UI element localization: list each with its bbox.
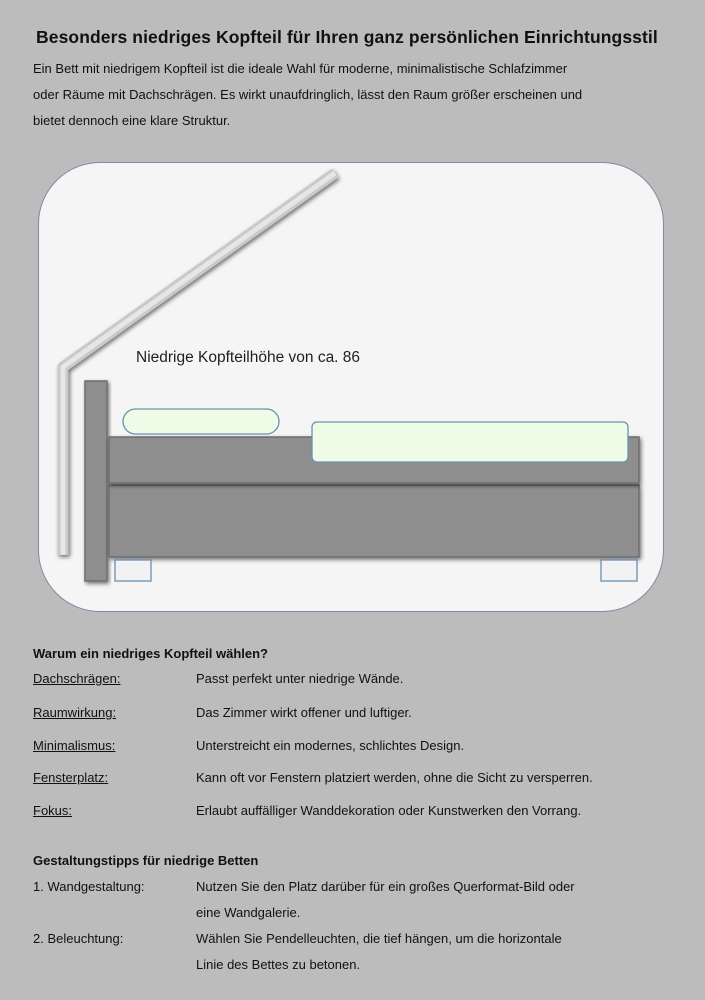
tip-desc bbox=[196, 874, 676, 926]
tip-desc-line: eine Wandgalerie. bbox=[196, 905, 301, 920]
intro-line: Ein Bett mit niedrigem Kopfteil ist die ideale Wahl für moderne, minimalistische Schlafzimmer bbox=[33, 61, 568, 76]
reason-term: Dachschrägen: bbox=[33, 671, 121, 686]
reason-term: Fensterplatz: bbox=[33, 770, 109, 785]
reasons-heading: Warum ein niedriges Kopfteil wählen? bbox=[33, 646, 268, 661]
reason-term: Raumwirkung: bbox=[33, 705, 117, 720]
bed-leg-left bbox=[115, 560, 151, 581]
reason-desc: Das Zimmer wirkt offener und luftiger. bbox=[196, 705, 412, 720]
headboard bbox=[85, 381, 107, 581]
blanket bbox=[312, 422, 628, 462]
tip-desc-line: Nutzen Sie den Platz darüber für ein großes Querformat-Bild oder bbox=[196, 879, 575, 894]
reason-desc: Kann oft vor Fenstern platziert werden, ohne die Sicht zu versperren. bbox=[196, 770, 593, 785]
headboard-height-label: Niedrige Kopfteilhöhe von ca. 86 bbox=[136, 349, 361, 366]
bed-base bbox=[109, 485, 639, 557]
bed-diagram bbox=[39, 163, 664, 612]
intro-paragraph bbox=[33, 56, 673, 134]
tip-desc bbox=[196, 926, 676, 978]
tips-heading: Gestaltungstipps für niedrige Betten bbox=[33, 853, 259, 868]
pillow bbox=[123, 409, 279, 434]
tip-term: 2. Beleuchtung: bbox=[33, 931, 124, 946]
bed-leg-right bbox=[601, 560, 637, 581]
tip-desc-line: Wählen Sie Pendelleuchten, die tief hängen, um die horizontale bbox=[196, 931, 562, 946]
bed-diagram-panel bbox=[38, 162, 664, 612]
tip-desc-line: Linie des Bettes zu betonen. bbox=[196, 957, 361, 972]
page-title: Besonders niedriges Kopfteil für Ihren ganz persönlichen Einrichtungsstil bbox=[36, 27, 658, 47]
reason-desc: Passt perfekt unter niedrige Wände. bbox=[196, 671, 404, 686]
tip-term: 1. Wandgestaltung: bbox=[33, 879, 145, 894]
reason-desc: Unterstreicht ein modernes, schlichtes Design. bbox=[196, 738, 465, 753]
intro-line: bietet dennoch eine klare Struktur. bbox=[33, 113, 231, 128]
intro-line: oder Räume mit Dachschrägen. Es wirkt unaufdringlich, lässt den Raum größer erscheinen und bbox=[33, 87, 583, 102]
reason-term: Fokus: bbox=[33, 803, 73, 818]
reason-term: Minimalismus: bbox=[33, 738, 116, 753]
reason-desc: Erlaubt auffälliger Wanddekoration oder Kunstwerken den Vorrang. bbox=[196, 803, 582, 818]
